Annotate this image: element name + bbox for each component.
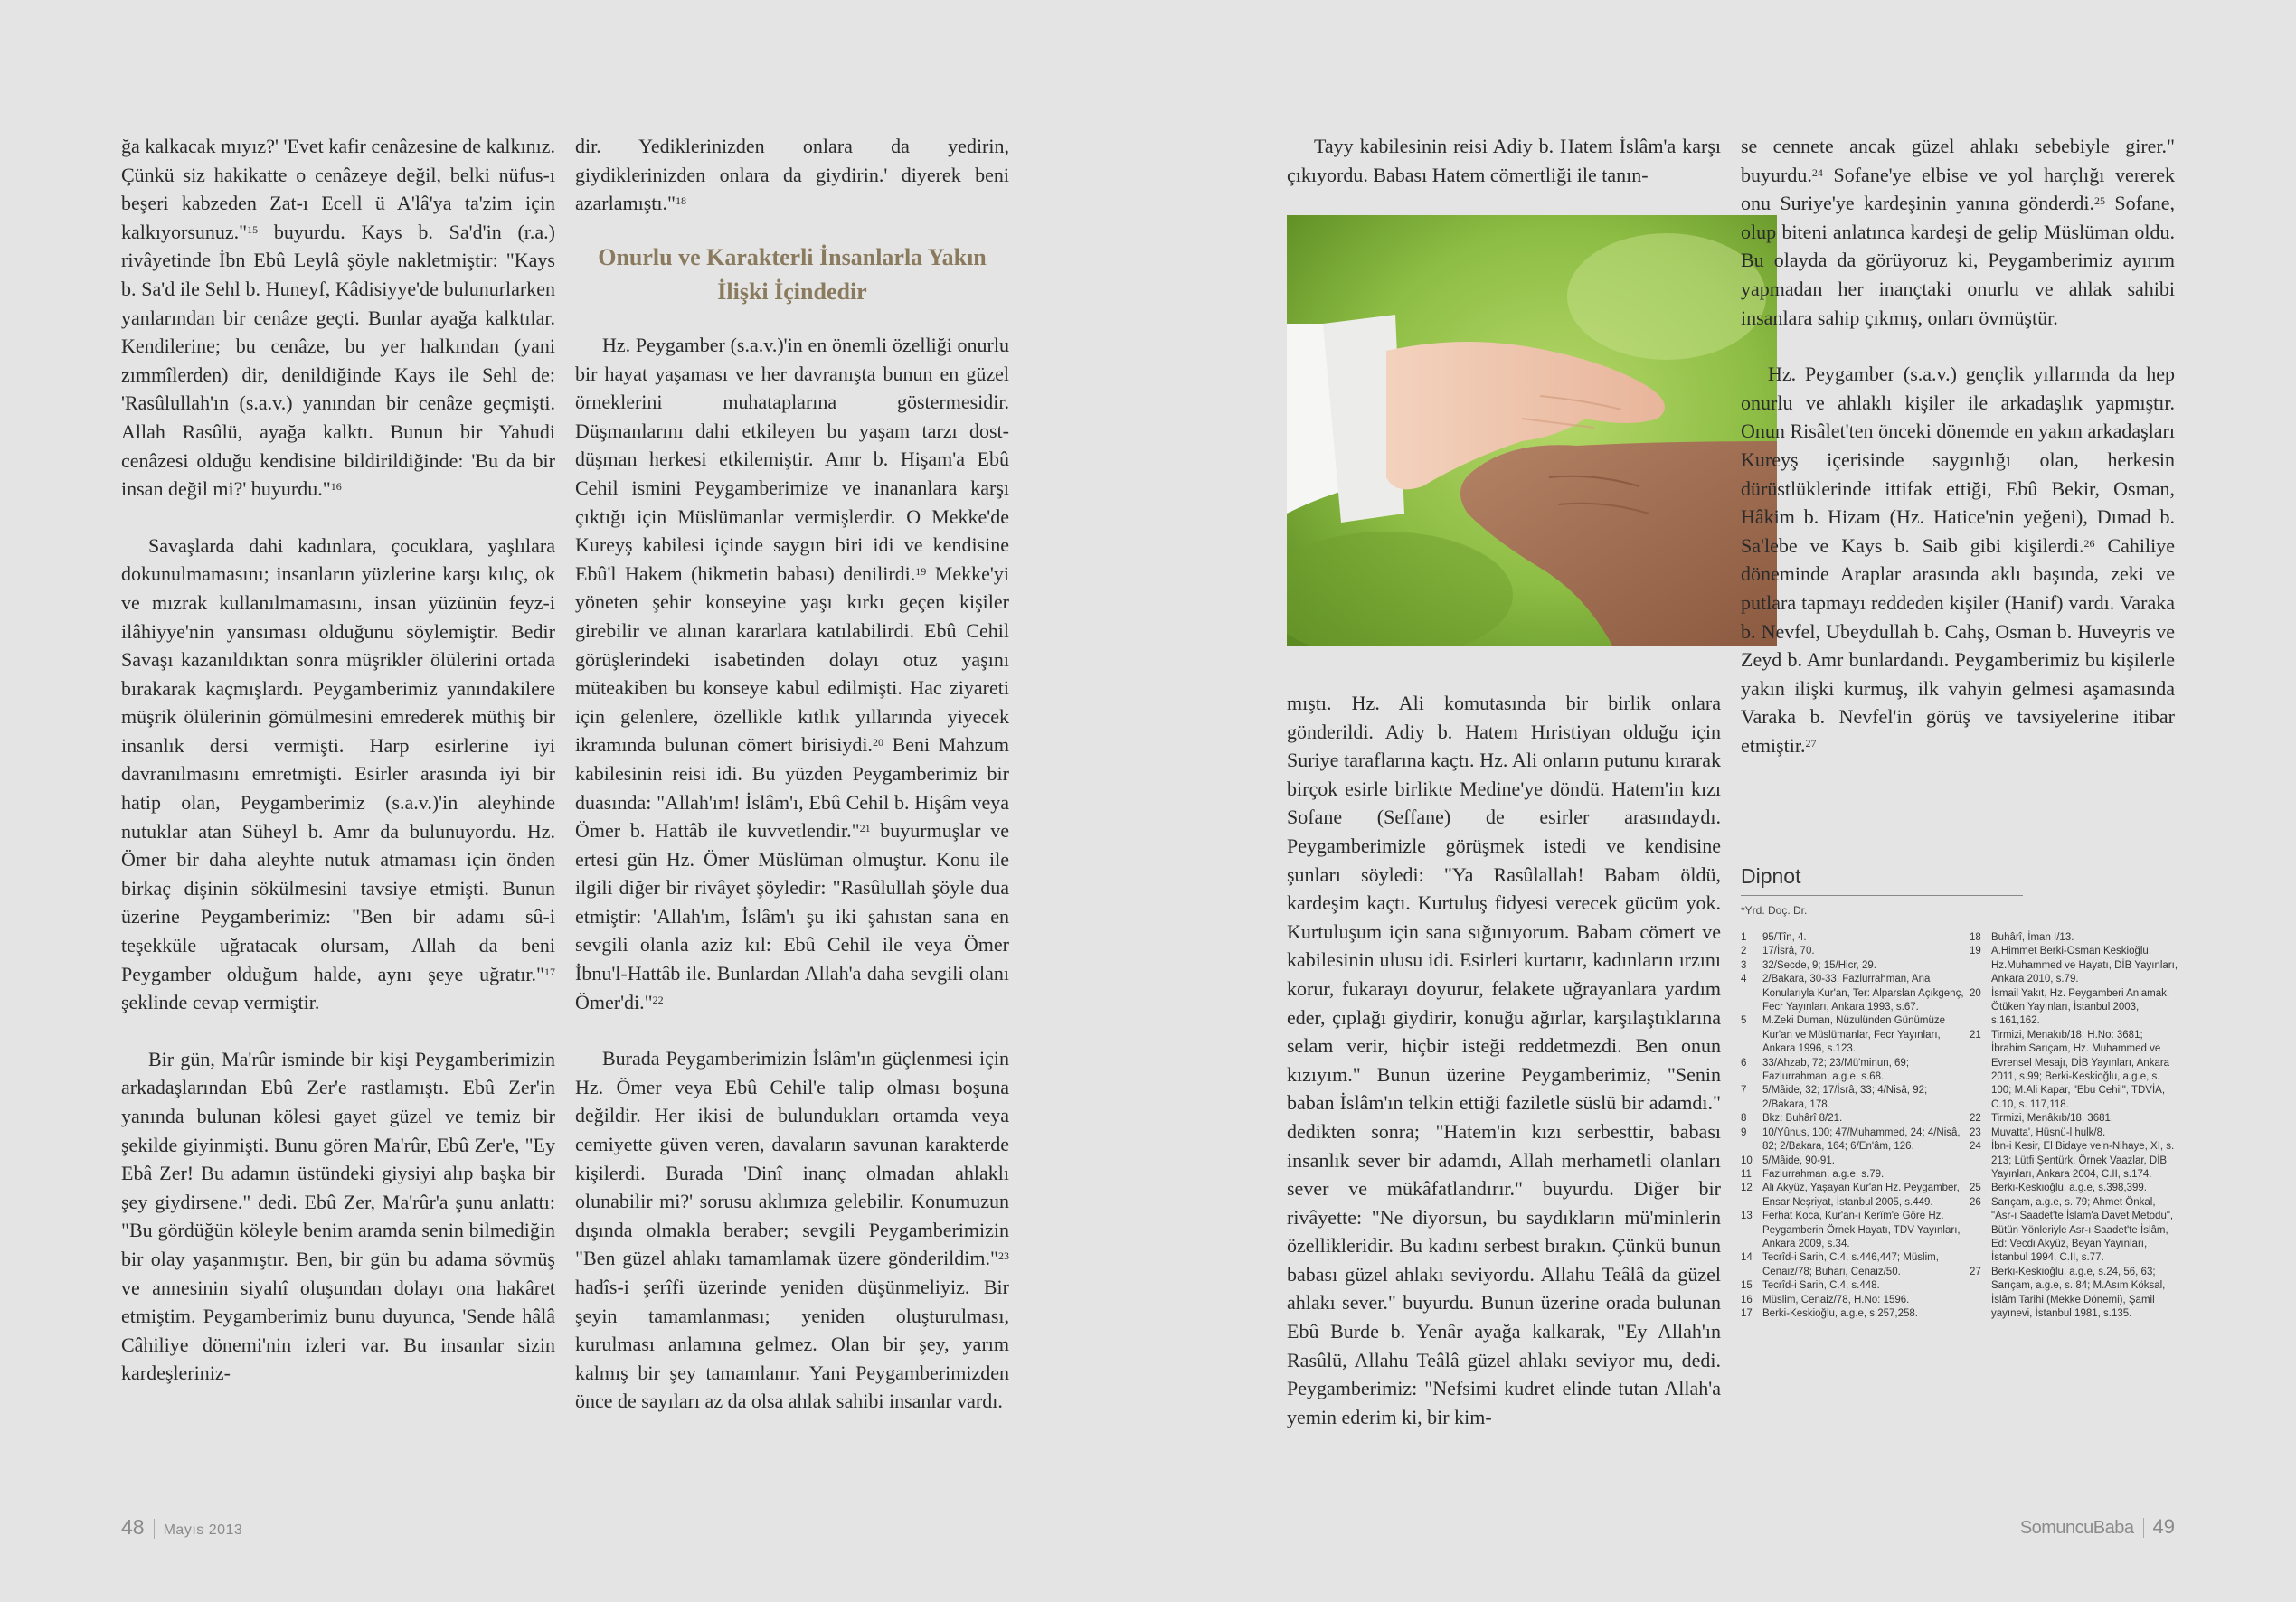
footnote-number: 2 [1741, 946, 1747, 957]
paragraph: dir. Yediklerinizden onlara da yedirin, giydiklerinizden onlara da giydirin.' diyerek beni azarlamıştı."$^{18}$ [575, 135, 1009, 215]
footnote-item [1741, 973, 1971, 1014]
footnote-text: Berki-Keskioğlu, a.g.e, s.398,399. [1991, 1183, 2147, 1194]
footnote-number: 16 [1741, 1294, 1753, 1305]
footnote-number: 3 [1741, 959, 1747, 971]
footnote-text: Fazlurrahman, a.g.e, s.79. [1762, 1168, 1885, 1180]
footnote-text: İbn-i Kesir, El Bidaye ve'n-Nihaye, XI, s. 213; Lütfi Şentürk, Örnek Vaazlar, DİB Yayınları, Ankara 2004, C.II, s.174. [1991, 1141, 2175, 1180]
footnote-text: 17/İsrâ, 70. [1762, 946, 1815, 957]
magazine-logo: SomuncuBaba [2019, 1518, 2134, 1538]
footnote-text: Ferhat Koca, Kur'an-ı Kerîm'e Göre Hz. Peygamberin Örnek Hayatı, TDV Yayınları, Ankara 2009, s.34. [1762, 1211, 1961, 1249]
footnote-text: 32/Secde, 9; 15/Hicr, 29. [1762, 959, 1876, 971]
footnote-text: Tirmizi, Menakıb/18, H.No: 3681; İbrahim Sarıçam, Hz. Muhammed ve Evrensel Mesajı, DİB Yayınları, Ankara 2011, s.99; Berki-Keskioğlu, a.g.e, s. 100; M.Ali Kapar, "Ebu Cehil", TDVİA, C.10, s. 117,118. [1991, 1029, 2170, 1110]
footnote-number: 8 [1741, 1113, 1747, 1125]
holding-hands-photo [1287, 215, 1777, 646]
footnote-number: 20 [1970, 987, 1981, 999]
footnote-number: 17 [1741, 1307, 1753, 1319]
footnote-item [1741, 1126, 1971, 1154]
page-number: 49 [2152, 1515, 2175, 1538]
footnote-text: Muvatta', Hüsnü-l hulk/8. [1991, 1126, 2106, 1138]
footnote-text: Bkz: Buhârî 8/21. [1762, 1113, 1843, 1125]
footnote-item [1970, 1196, 2178, 1266]
footnote-number: 24 [1970, 1141, 1981, 1153]
footnote-text: 5/Mâide, 32; 17/İsrâ, 33; 4/Nisâ, 92; 2/Bakara, 178. [1762, 1085, 1928, 1110]
footnote-item [1741, 959, 1971, 973]
left-page-footer [121, 1515, 242, 1540]
footnote-text: A.Himmet Berki-Osman Keskioğlu, Hz.Muhammed ve Hayatı, DİB Yayınları, Ankara 2010, s.79. [1991, 946, 2178, 985]
footnote-item [1741, 1210, 1971, 1251]
footnote-text: Tecrîd-i Sarih, C.4, s.448. [1762, 1280, 1880, 1292]
footnote-item [1741, 1182, 1971, 1210]
footnote-item [1741, 1154, 1971, 1168]
footnote-item [1741, 1279, 1971, 1293]
footnotes-right-column [1970, 931, 2178, 1321]
footnote-item [1970, 1029, 2178, 1112]
footnote-item [1970, 1140, 2178, 1182]
left-column-1 [121, 132, 555, 1388]
footnote-text: Sarıçam, a.g.e, s. 79; Ahmet Önkal, "Asr-ı Saadet'te İslam'a Davet Metodu", Bütün Yönleriyle Asr-ı Saadet'te İslâm, Ed: Vecdi Akyüz, Beyan Yayınları, İstanbul 1994, C.II, s.77. [1991, 1196, 2174, 1264]
footnote-item [1741, 1057, 1971, 1085]
footnote-text: İsmail Yakıt, Hz. Peygamberi Anlamak, Ötüken Yayınları, İstanbul 2003, s.161,162. [1991, 987, 2170, 1027]
issue-date: Mayıs 2013 [163, 1522, 243, 1538]
footnote-item [1741, 931, 1971, 945]
footnote-text: Berki-Keskioğlu, a.g.e, s.24, 56, 63; Sarıçam, a.g.e, s. 84; M.Asım Köksal, İslâm Tarihi (Mekke Dönemi), Şamil yayınevi, İstanbul 1981, s.135. [1991, 1266, 2166, 1319]
footnote-item [1741, 1112, 1971, 1126]
right-column-1-bottom [1287, 689, 1721, 1431]
footnote-number: 7 [1741, 1085, 1747, 1097]
footnote-number: 1 [1741, 932, 1747, 943]
divider [1741, 895, 2023, 896]
paragraph: ğa kalkacak mıyız?' 'Evet kafir cenâzesine de kalkınız. Çünkü siz hakikatte o cenâzeye değil, belki nüfus-ı beşeri kabzeden Zat-ı Ecell ü A'lâ'ya ta'zim için kalkıyorsunuz."$^{15}$ buyurdu. Kays b. Sa'd'in (r.a.) rivâyetinde İbn Ebû Leylâ şöyle nakletmiştir: "Kays b. Sa'd ile Sehl b. Huneyf, Kâdisiyye'de bulunurlarken yanlarından bir cenâze geçti. Bunlar ayağa kalktılar. Kendilerine; bu cenâze, bu yer halkından (yani zımmîlerden) dir, denildiğinde Kays ile Sehl de: 'Rasûlullah'ın (s.a.v.) yanından bir cenâze geçmişti. Allah Rasûlü, ayağa kalktı. Bunun bir Yahudi cenâzesi olduğu kendisine bildirildiğinde: 'Bu da bir insan değil mi?' buyurdu."$^{16}$ [121, 135, 555, 501]
footnote-text: Berki-Keskioğlu, a.g.e, s.257,258. [1762, 1307, 1918, 1319]
footnote-text: 95/Tîn, 4. [1762, 932, 1807, 943]
footnote-number: 13 [1741, 1211, 1753, 1222]
section-heading: Onurlu ve Karakterli İnsanlarla Yakın İlişki İçindedir [598, 244, 987, 305]
footnote-text: M.Zeki Duman, Nüzulünden Günümüze Kur'an ve Müslümanlar, Fecr Yayınları, Ankara 1996, s.123. [1762, 1015, 1945, 1055]
footnote-number: 15 [1741, 1280, 1753, 1292]
right-column-1-top [1287, 132, 1721, 189]
footnote-number: 18 [1970, 932, 1981, 943]
footnote-number: 10 [1741, 1154, 1753, 1166]
footnote-number: 23 [1970, 1126, 1981, 1138]
footnote-item [1970, 1182, 2178, 1195]
footnotes-title: Dipnot [1741, 864, 1801, 888]
footnote-item [1970, 945, 2178, 986]
footnote-item [1970, 1126, 2178, 1140]
footnote-text: 2/Bakara, 30-33; Fazlurrahman, Ana Konularıyla Kur'an, Ter: Alparslan Açıkgenç, Fecr Yayınları, Ankara 1993, s.67. [1762, 974, 1964, 1013]
footnote-item [1970, 1266, 2178, 1322]
paragraph: se cennete ancak güzel ahlakı sebebiyle girer." buyurdu.$^{24}$ Sofane'ye elbise ve yol harçlığı vererek onu Suriye'ye kardeşinin yanına gönderdi.$^{25}$ Sofane, olup biteni anlatınca kardeşi de gelip Müslüman oldu. Bu olayda da görüyoruz ki, Peygamberimiz ayırım yapmadan her inançtaki onurlu ve ahlak sahibi insanlara sahip çıkmış, onları övmüştür. [1741, 135, 2176, 329]
footnote-text: Ali Akyüz, Yaşayan Kur'an Hz. Peygamber, Ensar Neşriyat, İstanbul 2005, s.449. [1762, 1183, 1960, 1208]
paragraph: Hz. Peygamber (s.a.v.) gençlik yıllarında da hep onurlu ve ahlaklı kişiler ile arkadaşlık yapmıştır. Onun Risâlet'ten önceki dönemde en yakın arkadaşları Kureyş içerisinde saygınlığı olan, herkesin dürüstlüklerinde ittifak ettiği, Ebû Bekir, Osman, Hâkim b. Hizam (Hz. Hatice'nin yeğeni), Dımad b. Sa'lebe ve Kays b. Saib gibi kişilerdi.$^{26}$ Cahiliye döneminde Araplar arasında aklı başında, zeki ve putlara tapmayı reddeden kişiler (Hanif) vardı. Varaka b. Nevfel, Ubeydullah b. Cahş, Osman b. Huveyris ve Zeyd b. Amr bunlardandı. Peygamberimiz bu kişilerle yakın ilişki kurmuş, ilk vahyin gelmesi aşamasında Varaka b. Nevfel'in görüş ve tavsiyelerine itibar etmiştir.$^{27}$ [1741, 363, 2175, 757]
footnotes-left-column [1741, 931, 1971, 1321]
footnote-item [1970, 987, 2178, 1029]
footnote-number: 25 [1970, 1183, 1981, 1194]
right-column-2 [1741, 132, 2175, 759]
right-page-footer [2020, 1515, 2175, 1539]
footnote-item [1741, 1251, 1971, 1279]
footnote-item [1741, 1294, 1971, 1307]
footnote-text: Tirmizi, Menâkıb/18, 3681. [1991, 1113, 2114, 1125]
footnote-number: 14 [1741, 1252, 1753, 1264]
footnote-number: 21 [1970, 1029, 1981, 1041]
footnote-number: 5 [1741, 1015, 1747, 1027]
footnote-number: 27 [1970, 1266, 1981, 1277]
footnote-number: 11 [1741, 1168, 1752, 1180]
paragraph: Hz. Peygamber (s.a.v.)'in en önemli özelliği onurlu bir hayat yaşaması ve her davranışta bunun en güzel örneklerini muhataplarına göstermesidir. Düşmanlarını dahi etkileyen bu yaşam tarzı dost-düşman herkesi etkilemiştir. Amr b. Hişam'a Ebû Cehil ismini Peygamberimize ve inananlara karşı çıktığı için Müslümanlar vermişlerdir. O Mekke'de Kureyş kabilesi içinde saygın biri idi ve kendisine Ebû'l Hakem (hikmetin babası) denilirdi.$^{19}$ Mekke'yi yöneten şehir konseyine yaşı kırkı geçen kişiler girebilir ve alınan kararlara katılabilirdi. Ebû Cehil görüşlerindeki isabetinden dolayı otuz yaşını müteakiben bu konseye kabul edilmişti. Hac ziyareti için gelenlere, özellikle kıtlık yıllarında yiyecek ikramında bulunan cömert birisiydi.$^{20}$ Beni Mahzum kabilesinin reisi idi. Bu yüzden Peygamberimiz bir duasında: "Allah'ım! İslâm'ı, Ebû Cehil b. Hişâm veya Ömer b. Hattâb ile kuvvetlendir."$^{21}$ buyurmuşlar ve ertesi gün Hz. Ömer Müslüman olmuştur. Konu ile ilgili diğer bir rivâyet şöyledir: "Rasûlullah şöyle dua etmiştir: 'Allah'ım, İslâm'ı şu iki şahıstan sana en sevgili olanla aziz kıl: Ebû Cehil ile veya Ömer İbnu'l-Hattâb ile. Bunlardan Allah'a daha sevgili olanı Ömer'di."$^{22}$ [575, 334, 1009, 1013]
left-column-2 [575, 132, 1009, 218]
footnote-text: 5/Mâide, 90-91. [1762, 1154, 1835, 1166]
footnote-item [1741, 1307, 1971, 1321]
paragraph: Bir gün, Ma'rûr isminde bir kişi Peygamberimizin arkadaşlarından Ebû Zer'e rastlamıştı. Ebû Zer'in yanında bulunan kölesi gayet güzel ve temiz bir şekilde giyinmişti. Bunu gören Ma'rûr, Ebû Zer'e, "Ey Ebâ Zer! Bu adamın üstündeki giysiyi alıp başka bir şey giydirsene." dedi. Ebû Zer, Ma'rûr'a şunu anlattı: "Bu gördüğün köleyle benim aramda senin bilmediğin bir olay yaşanmıştır. Ben, bir gün bu adama sövmüş ve annesinin siyahî oluşundan dolayı ona hakâret etmiştim. Peygamberimiz bunu duyunca, 'Sende hâlâ Câhiliye dönemi'nin izleri var. Bu insanlar sizin kardeşleriniz- [121, 1047, 555, 1385]
footnote-item [1741, 945, 1971, 958]
footnote-item [1970, 931, 2178, 945]
footnote-text: Tecrîd-i Sarih, C.4, s.446,447; Müslim, Cenaiz/78; Buhari, Cenaiz/50. [1762, 1252, 1939, 1277]
paragraph: Savaşlarda dahi kadınlara, çocuklara, yaşlılara dokunulmamasını; insanların yüzlerine karşı kılıç, ok ve mızrak kullanılmamasını, insan yüzünün feyz-i ilâhiyye'nin yansıması olduğunu söylemiştir. Bedir Savaşı kazanıldıktan sonra müşrikler ölülerini ortada bırakarak kaçmışlardı. Peygamberimiz yanındakilere müşrik ölülerinin gömülmesini emrederek müthiş bir insanlık dersi vermişti. Harp esirlerine iyi davranılmasını emretmişti. Esirler arasında iyi bir hatip olan, Peygamberimiz (s.a.v.)'in aleyhinde nutuklar atan Süheyl b. Amr da bulunuyordu. Hz. Ömer bir daha aleyhte nutuk atmaması için önden birkaç dişinin sökülmesini tavsiye etmişti. Bunun üzerine Peygamberimiz: "Ben bir adamı sû-i teşekküle uğratacak olursam, Allah da beni Peygamber olduğum halde, aynı şeye uğratır."$^{17}$ şeklinde cevap vermiştir. [121, 533, 555, 1014]
footnote-item [1741, 1014, 1971, 1056]
paragraph: Tayy kabilesinin reisi Adiy b. Hatem İslâm'a karşı çıkıyordu. Babası Hatem cömertliği ile tanın- [1287, 135, 1721, 186]
footnote-number: 26 [1970, 1196, 1981, 1208]
author-title: *Yrd. Doç. Dr. [1741, 904, 1808, 917]
left-column-2-body [575, 331, 1009, 1416]
footnote-number: 4 [1741, 974, 1747, 985]
footnote-item [1741, 1084, 1971, 1112]
paragraph: mıştı. Hz. Ali komutasında bir birlik onlara gönderildi. Adiy b. Hatem Hıristiyan olduğu için Suriye taraflarına kaçtı. Hz. Ali onların putunu kırarak birçok esirle birlikte Medine'ye döndü. Hatem'in kızı Sofane (Seffane) de esirler arasındaydı. Peygamberimizle görüşmek istedi ve kendisine şunları söyledi: "Ya Rasûlallah! Babam öldü, kardeşim kaçtı. Kurtuluş fidyesi verecek gücüm yok. Kurtuluşum için sana sığınıyorum. Babam cömert ve kabilesinin ulusu idi. Esirleri kurtarır, kadınların ırzını korur, fukarayı doyurur, felakete uğrayanlara yardım eder, çıplağı giydirir, konuğu ağırlar, karşılaştıklarına selam verir, hiçbir isteği reddetmezdi. Ben onun kızıyım." Bunun üzerine Peygamberimiz, "Senin baban İslâm'ın telkin ettiği faziletle süslü bir adamdı." dedikten sonra; "Hatem'in kızı serbesttir, babası insanlık sever bir adamdı, Allah merhametli olanları sever ve mükâfatlandırır." buyurdu. Diğer bir rivâyette: "Ne diyorsun, bu saydıkların mü'minlerin özellikleridir. Bu kadını serbest bırakın. Çünkü bunun babası güzel ahlakı seviyordu. Allahu Teâlâ da güzel ahlakı sever." buyurdu. Bunun üzerine orada bulunan Ebû Burde b. Yenâr ayağa kalkarak, "Ey Allah'ın Rasûlü, Allahu Teâlâ güzel ahlakı seviyor mu, dedi. Peygamberimiz: "Nefsimi kudret elinde tutan Allah'a yemin ederim ki, bir kim- [1287, 692, 1721, 1428]
footnote-number: 22 [1970, 1113, 1981, 1125]
footnote-number: 9 [1741, 1126, 1747, 1138]
footnote-number: 12 [1741, 1183, 1753, 1194]
footnote-number: 19 [1970, 946, 1981, 957]
footnote-text: 10/Yûnus, 100; 47/Muhammed, 24; 4/Nisâ, 82; 2/Bakara, 164; 6/En'âm, 126. [1762, 1126, 1961, 1153]
divider [154, 1519, 155, 1539]
page-number: 48 [121, 1515, 145, 1539]
footnote-item [1970, 1112, 2178, 1126]
divider [2143, 1518, 2144, 1538]
footnote-item [1741, 1168, 1971, 1182]
footnote-text: 33/Ahzab, 72; 23/Mü'minun, 69; Fazlurrahman, a.g.e, s.68. [1762, 1057, 1910, 1083]
paragraph: Burada Peygamberimizin İslâm'ın güçlenmesi için Hz. Ömer veya Ebû Cehil'e talip olması boşuna değildir. Her ikisi de bulundukları ortamda veya cemiyette güven veren, davaların savunan karakterde kişilerdi. Burada 'Dinî inanç olmadan ahlaklı olunabilir mi?' sorusu aklımıza gelebilir. Konumuzun dışında olmakla beraber; sevgili Peygamberimizin "Ben güzel ahlakı tamamlamak üzere gönderildim."$^{23}$ hadîs-i şerîfi üzerinde yeniden düşünmeliyiz. Bir şeyin tamamlanması; yeniden oluşturulması, kurulması anlamına gelmez. Olan bir şey, yarım kalmış bir şey tamamlanır. Yani Peygamberimizden önce de sayıları az da olsa ahlak sahibi insanlar vardı. [575, 1047, 1009, 1413]
footnote-number: 6 [1741, 1057, 1747, 1069]
footnote-text: Buhârî, İman I/13. [1991, 932, 2074, 943]
footnote-text: Müslim, Cenaiz/78, H.No: 1596. [1762, 1294, 1910, 1305]
